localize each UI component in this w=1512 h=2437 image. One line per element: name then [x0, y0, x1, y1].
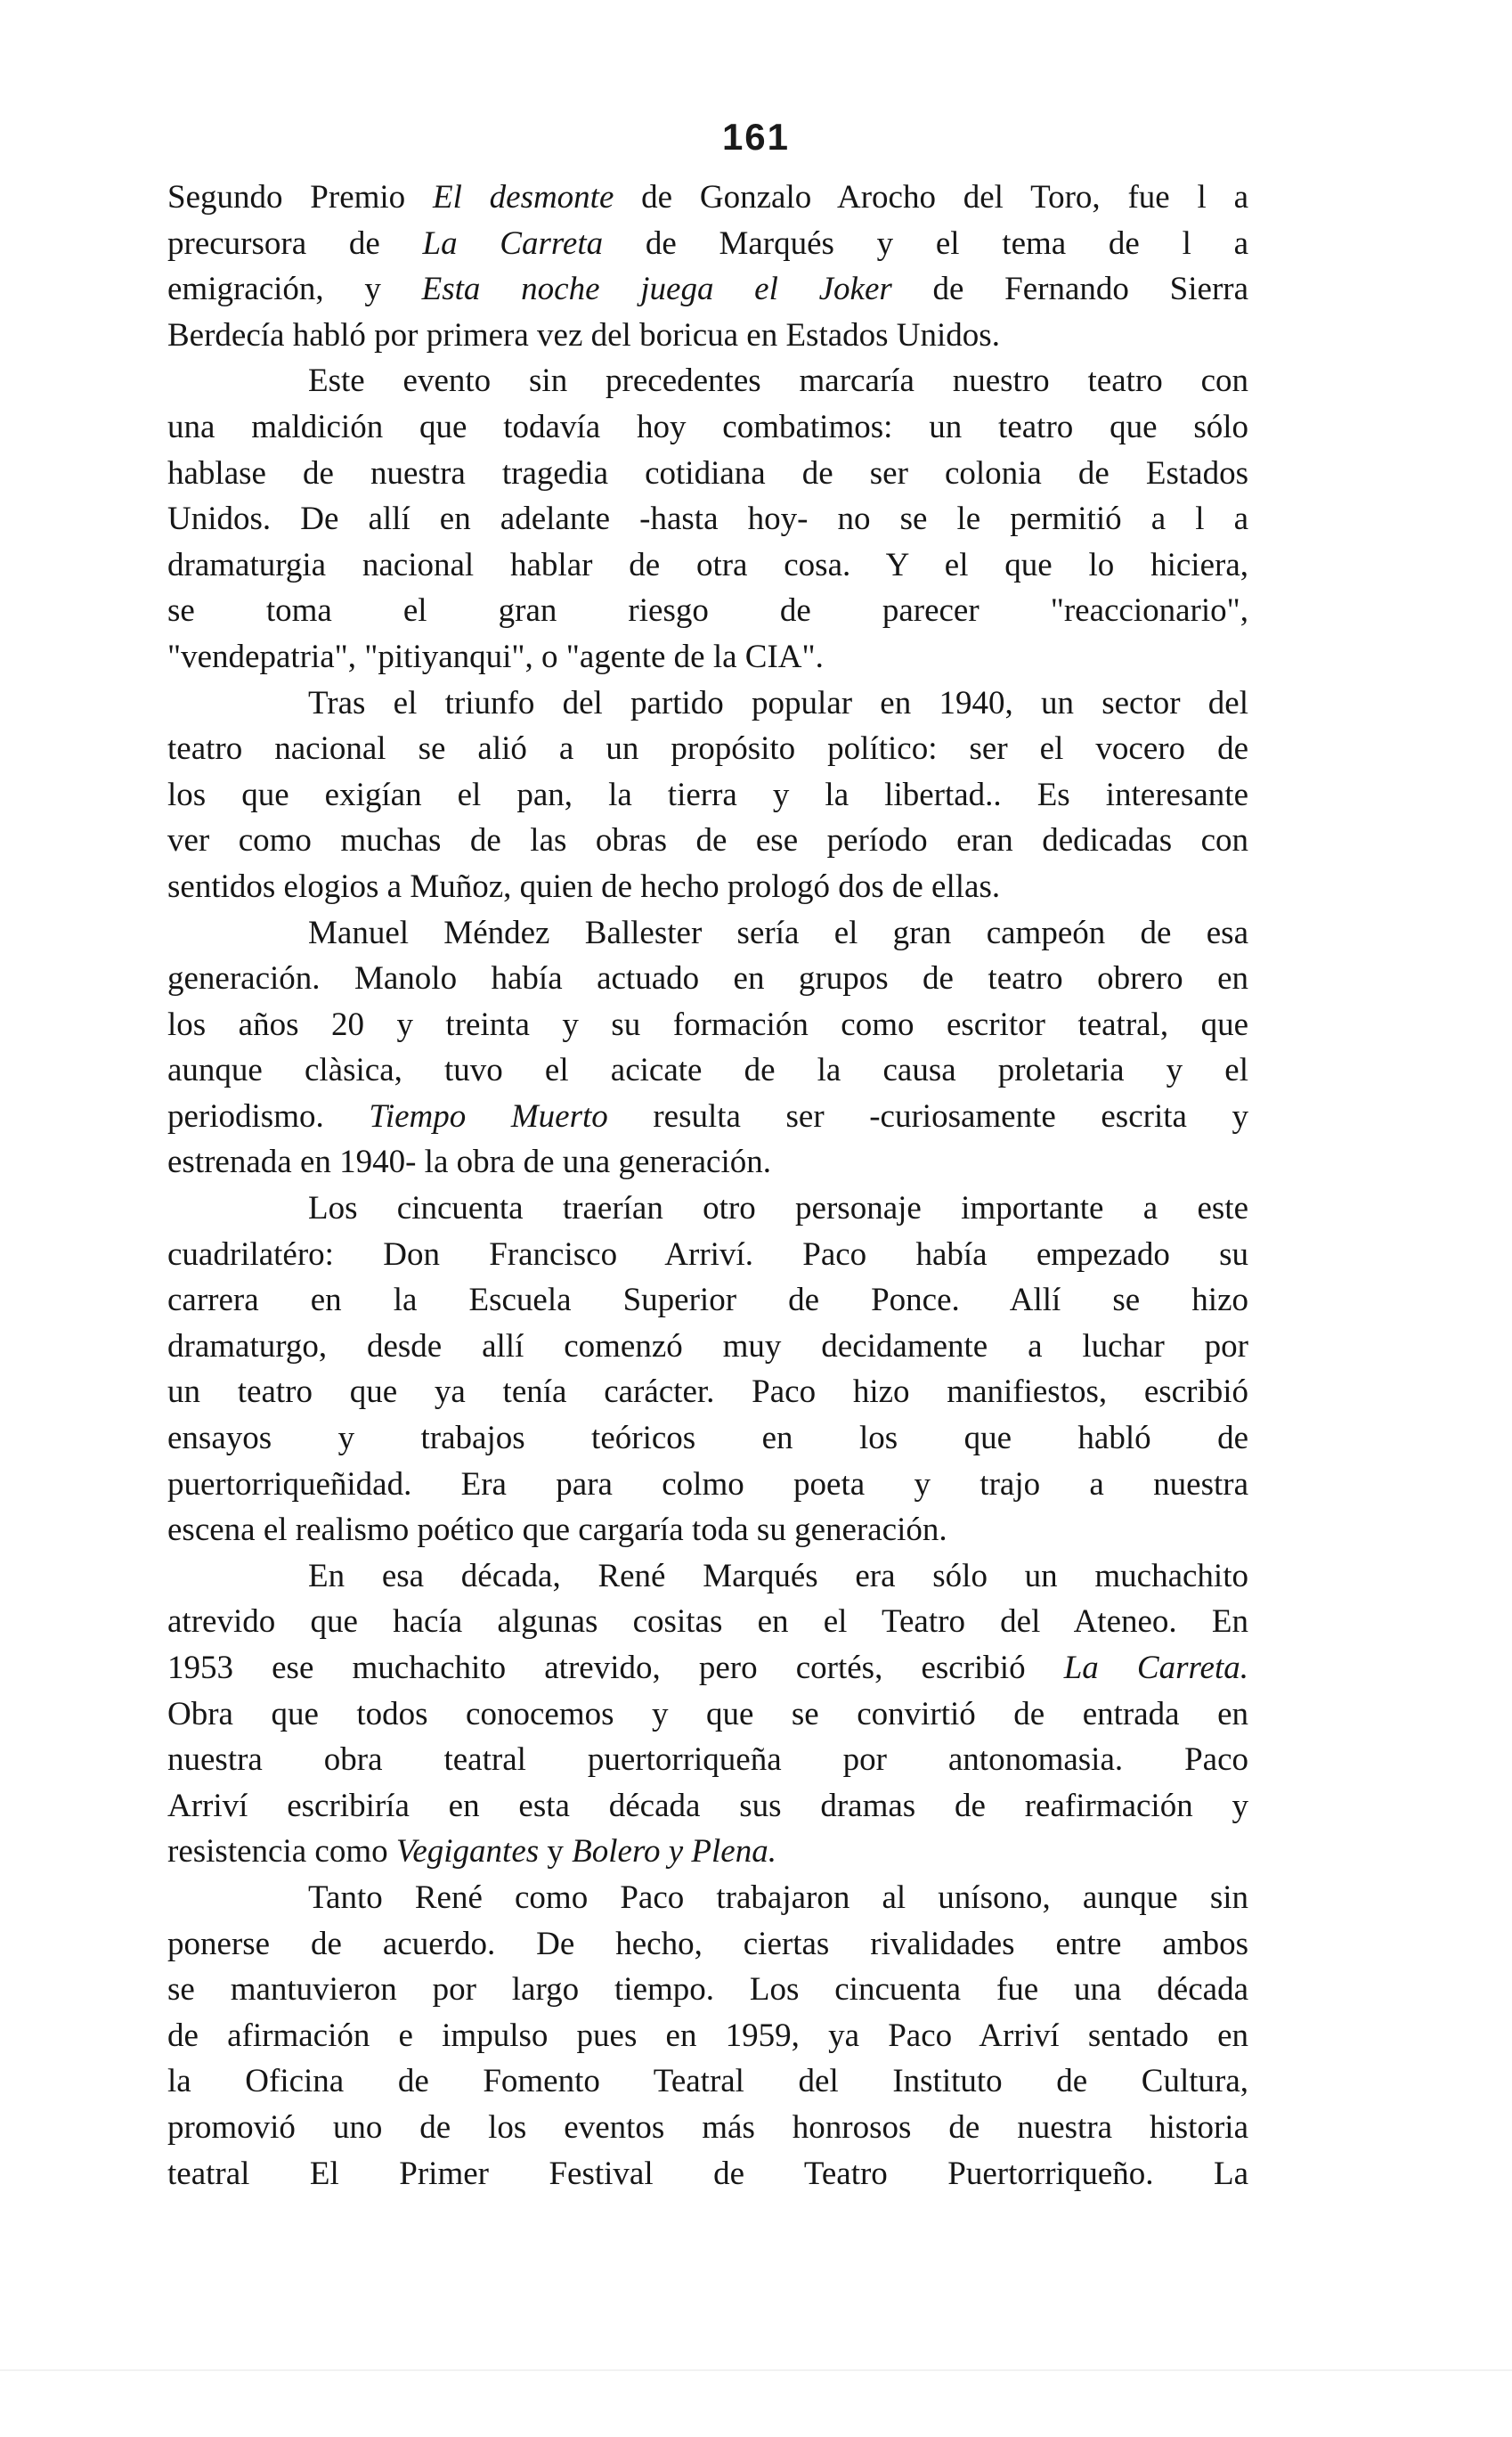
- text-run: aunque clàsica, tuvo el acicate de la causa proletaria y el: [167, 1052, 1248, 1089]
- text-line: [167, 1737, 1248, 1783]
- text-run: carrera en la Escuela Superior de Ponce. Allí se hizo: [167, 1282, 1248, 1319]
- text-line: [167, 1139, 1248, 1186]
- text-line: [167, 1599, 1248, 1645]
- text-run: promovió uno de los eventos más honrosos de nuestra historia: [167, 2108, 1248, 2146]
- text-line: [167, 496, 1248, 542]
- text-line: [167, 726, 1248, 772]
- text-run: dramaturgia nacional hablar de otra cosa. Y el que lo hiciera,: [167, 546, 1248, 583]
- text-run: teatro nacional se alió a un propósito político: ser el vocero de: [167, 730, 1248, 768]
- text-run: emigración, y: [167, 271, 422, 308]
- text-line: [167, 1691, 1248, 1738]
- text-line: [167, 1967, 1248, 2013]
- text-line: [167, 1232, 1248, 1278]
- text-run: los años 20 y treinta y su formación como escritor teatral, que: [167, 1006, 1248, 1043]
- text-line: [167, 1875, 1248, 1921]
- text-run: generación. Manolo había actuado en grupos de teatro obrero en: [167, 960, 1248, 998]
- italic-title: La Carreta: [422, 224, 604, 262]
- text-line: [167, 2151, 1248, 2197]
- text-run: Tanto René como Paco trabajaron al unísono, aunque sin: [308, 1879, 1248, 1916]
- text-line: [167, 1047, 1248, 1094]
- text-run: escena el realismo poético que cargaría toda su generación.: [167, 1512, 947, 1549]
- text-line: [167, 1783, 1248, 1830]
- italic-title: Bolero y Plena.: [572, 1833, 776, 1871]
- text-run: 1953 ese muchachito atrevido, pero cortés, escribió: [167, 1650, 1064, 1686]
- text-run: cuadrilatéro: Don Francisco Arriví. Paco había empezado su: [167, 1235, 1248, 1273]
- text-run: se toma el gran riesgo de parecer "reaccionario",: [167, 592, 1248, 630]
- text-line: [167, 1324, 1248, 1370]
- text-run: Este evento sin precedentes marcaría nuestro teatro con: [308, 363, 1248, 400]
- text-run: de afirmación e impulso pues en 1959, ya Paco Arriví sentado en: [167, 2017, 1248, 2054]
- text-run: ensayos y trabajos teóricos en los que habló de: [167, 1420, 1248, 1457]
- text-run: "vendepatria", "pitiyanqui", o "agente de la CIA".: [167, 638, 824, 675]
- text-run: una maldición que todavía hoy combatimos: un teatro que sólo: [167, 408, 1248, 445]
- text-line: [167, 221, 1248, 267]
- text-line: [167, 175, 1248, 221]
- text-line: [167, 542, 1248, 589]
- text-run: de Fernando Sierra: [891, 271, 1248, 308]
- text-run: los que exigían el pan, la tierra y la libertad.. Es interesante: [167, 776, 1248, 813]
- text-run: dramaturgo, desde allí comenzó muy decidamente a luchar por: [167, 1327, 1248, 1365]
- text-run: Tras el triunfo del partido popular en 1940, un sector del: [308, 684, 1248, 721]
- italic-title: Vegigantes: [395, 1833, 540, 1871]
- text-run: ver como muchas de las obras de ese período eran dedicadas con: [167, 822, 1248, 860]
- text-line: [167, 1277, 1248, 1324]
- text-line: [167, 1415, 1248, 1462]
- text-line: [167, 1553, 1248, 1600]
- italic-title: Tiempo Muerto: [369, 1097, 608, 1135]
- text-run: precursora de: [167, 224, 423, 262]
- text-run: hablase de nuestra tragedia cotidiana de ser colonia de Estados: [167, 454, 1248, 492]
- text-line: [167, 818, 1248, 864]
- text-run: Berdecía habló por primera vez del boricua en Estados Unidos.: [167, 316, 1000, 354]
- text-line: [167, 358, 1248, 404]
- text-line: [167, 1507, 1248, 1553]
- text-line: [167, 1829, 1248, 1875]
- body-text: [167, 175, 1248, 2197]
- text-run: la Oficina de Fomento Teatral del Instituto de Cultura,: [167, 2063, 1248, 2100]
- text-run: atrevido que hacía algunas cositas en el Teatro del Ateneo. En: [167, 1603, 1248, 1641]
- text-run: estrenada en 1940- la obra de una generación.: [167, 1144, 772, 1181]
- text-line: [167, 634, 1248, 681]
- text-line: [167, 2013, 1248, 2059]
- text-run: Unidos. De allí en adelante -hasta hoy- no se le permitió a l a: [167, 501, 1248, 538]
- text-line: [167, 451, 1248, 497]
- text-run: Los cincuenta traerían otro personaje importante a este: [308, 1190, 1248, 1227]
- text-run: y: [539, 1833, 573, 1871]
- text-run: resulta ser -curiosamente escrita y: [607, 1097, 1248, 1135]
- text-line: [167, 1921, 1248, 1968]
- text-run: de Marqués y el tema de l a: [603, 224, 1248, 262]
- text-run: sentidos elogios a Muñoz, quien de hecho prologó dos de ellas.: [167, 868, 1001, 905]
- text-line: [167, 1645, 1248, 1691]
- text-line: [167, 2058, 1248, 2105]
- text-line: [167, 1369, 1248, 1415]
- text-line: [167, 910, 1248, 957]
- text-run: Obra que todos conocemos y que se convirtió de entrada en: [167, 1695, 1248, 1732]
- text-run: periodismo.: [167, 1097, 370, 1135]
- text-line: [167, 1186, 1248, 1232]
- text-line: [167, 772, 1248, 819]
- text-run: ponerse de acuerdo. De hecho, ciertas rivalidades entre ambos: [167, 1925, 1248, 1962]
- text-run: nuestra obra teatral puertorriqueña por antonomasia. Paco: [167, 1741, 1248, 1779]
- text-line: [167, 864, 1248, 910]
- page-bottom-edge: [0, 2369, 1512, 2371]
- text-run: de Gonzalo Arocho del Toro, fue l a: [614, 179, 1248, 216]
- italic-title: Esta noche juega el Joker: [421, 271, 892, 308]
- text-line: [167, 681, 1248, 727]
- text-line: [167, 266, 1248, 313]
- text-run: un teatro que ya tenía carácter. Paco hizo manifiestos, escribió: [167, 1373, 1248, 1411]
- italic-title: La Carreta.: [1063, 1650, 1248, 1686]
- page-number: 161: [721, 116, 791, 158]
- italic-title: El desmonte: [432, 179, 614, 216]
- text-line: [167, 1462, 1248, 1508]
- text-run: Arriví escribiría en esta década sus dramas de reafirmación y: [167, 1787, 1248, 1824]
- text-run: En esa década, René Marqués era sólo un muchachito: [308, 1557, 1248, 1594]
- text-run: resistencia como: [167, 1833, 396, 1871]
- text-line: [167, 1002, 1248, 1048]
- text-line: [167, 313, 1248, 359]
- text-run: Segundo Premio: [167, 179, 433, 216]
- text-line: [167, 956, 1248, 1002]
- text-run: Manuel Méndez Ballester sería el gran campeón de esa: [308, 914, 1248, 951]
- text-line: [167, 2105, 1248, 2151]
- text-line: [167, 588, 1248, 634]
- text-line: [167, 1094, 1248, 1140]
- text-run: se mantuvieron por largo tiempo. Los cincuenta fue una década: [167, 1971, 1248, 2009]
- text-run: puertorriqueñidad. Era para colmo poeta y trajo a nuestra: [167, 1465, 1248, 1503]
- text-line: [167, 404, 1248, 451]
- text-run: teatral El Primer Festival de Teatro Puertorriqueño. La: [167, 2155, 1248, 2192]
